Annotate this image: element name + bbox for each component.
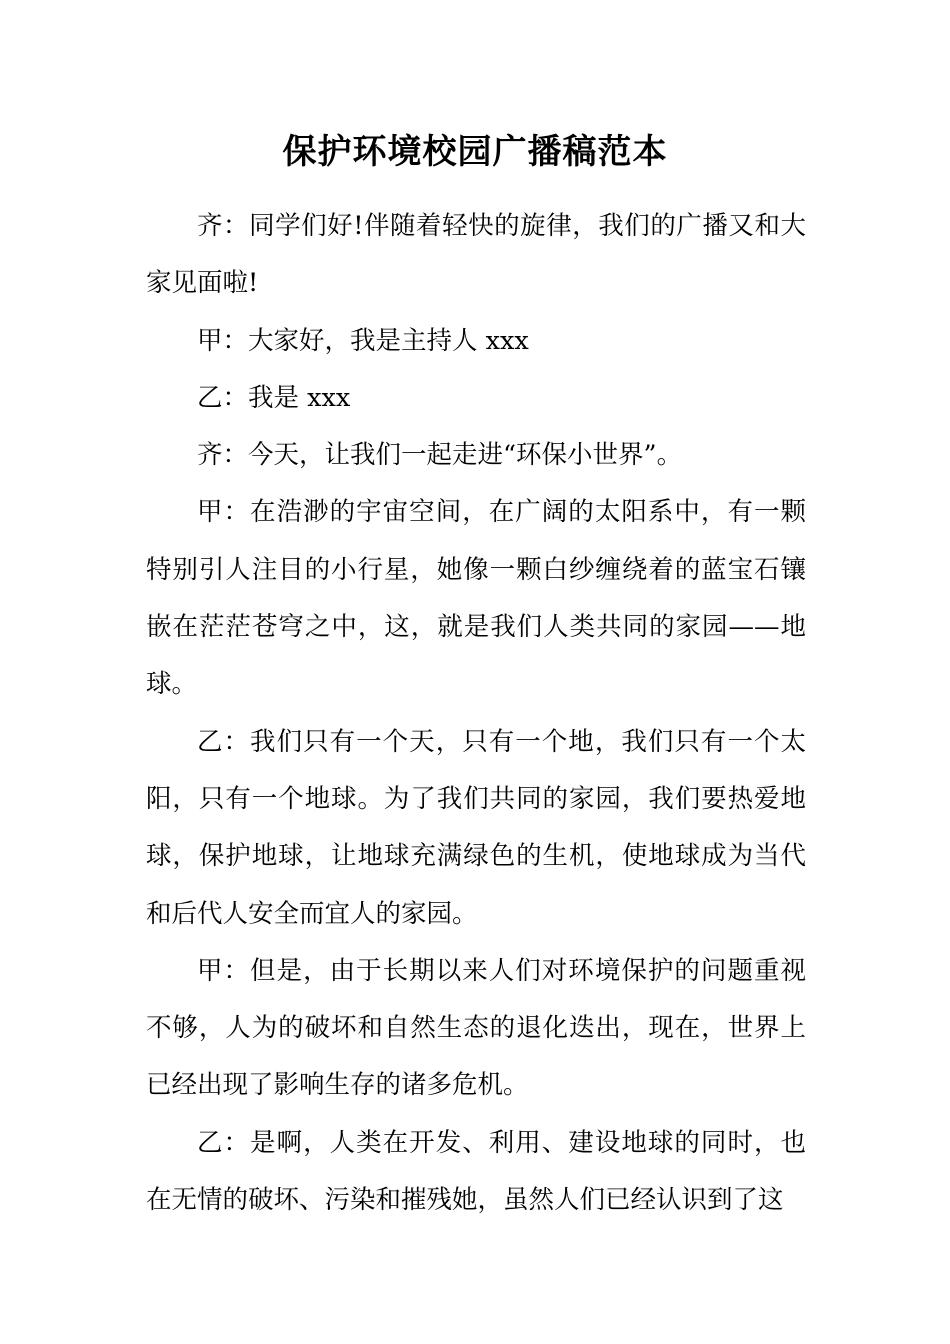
paragraph: 乙：我是 xxx (197, 382, 351, 413)
paragraph: 甲：在浩渺的宇宙空间，在广阔的太阳系中，有一颗特别引人注目的小行星，她像一颗白纱缠绕着的蓝宝石镶嵌在茫茫苍穹之中，这，就是我们人类共同的家园——地球。 (146, 497, 806, 700)
paragraph: 齐：同学们好!伴随着轻快的旋律，我们的广播又和大家见面啦! (146, 211, 806, 299)
paragraph: 甲：大家好，我是主持人 xxx (197, 325, 529, 356)
paragraph: 甲：但是，由于长期以来人们对环境保护的问题重视不够，人为的破坏和自然生态的退化迭出，现在，世界上已经出现了影响生存的诸多危机。 (146, 955, 806, 1101)
document-title: 保护环境校园广播稿范本 (282, 132, 668, 172)
document-body (146, 198, 806, 1229)
paragraph: 乙：是啊，人类在开发、利用、建设地球的同时，也在无情的破坏、污染和摧残她，虽然人们已经认识到了这 (146, 1127, 806, 1216)
paragraph: 乙：我们只有一个天，只有一个地，我们只有一个太阳，只有一个地球。为了我们共同的家园，我们要热爱地球，保护地球，让地球充满绿色的生机，使地球成为当代和后代人安全而宜人的家园。 (146, 726, 806, 929)
paragraph: 齐：今天，让我们一起走进“环保小世界”。 (197, 440, 683, 471)
